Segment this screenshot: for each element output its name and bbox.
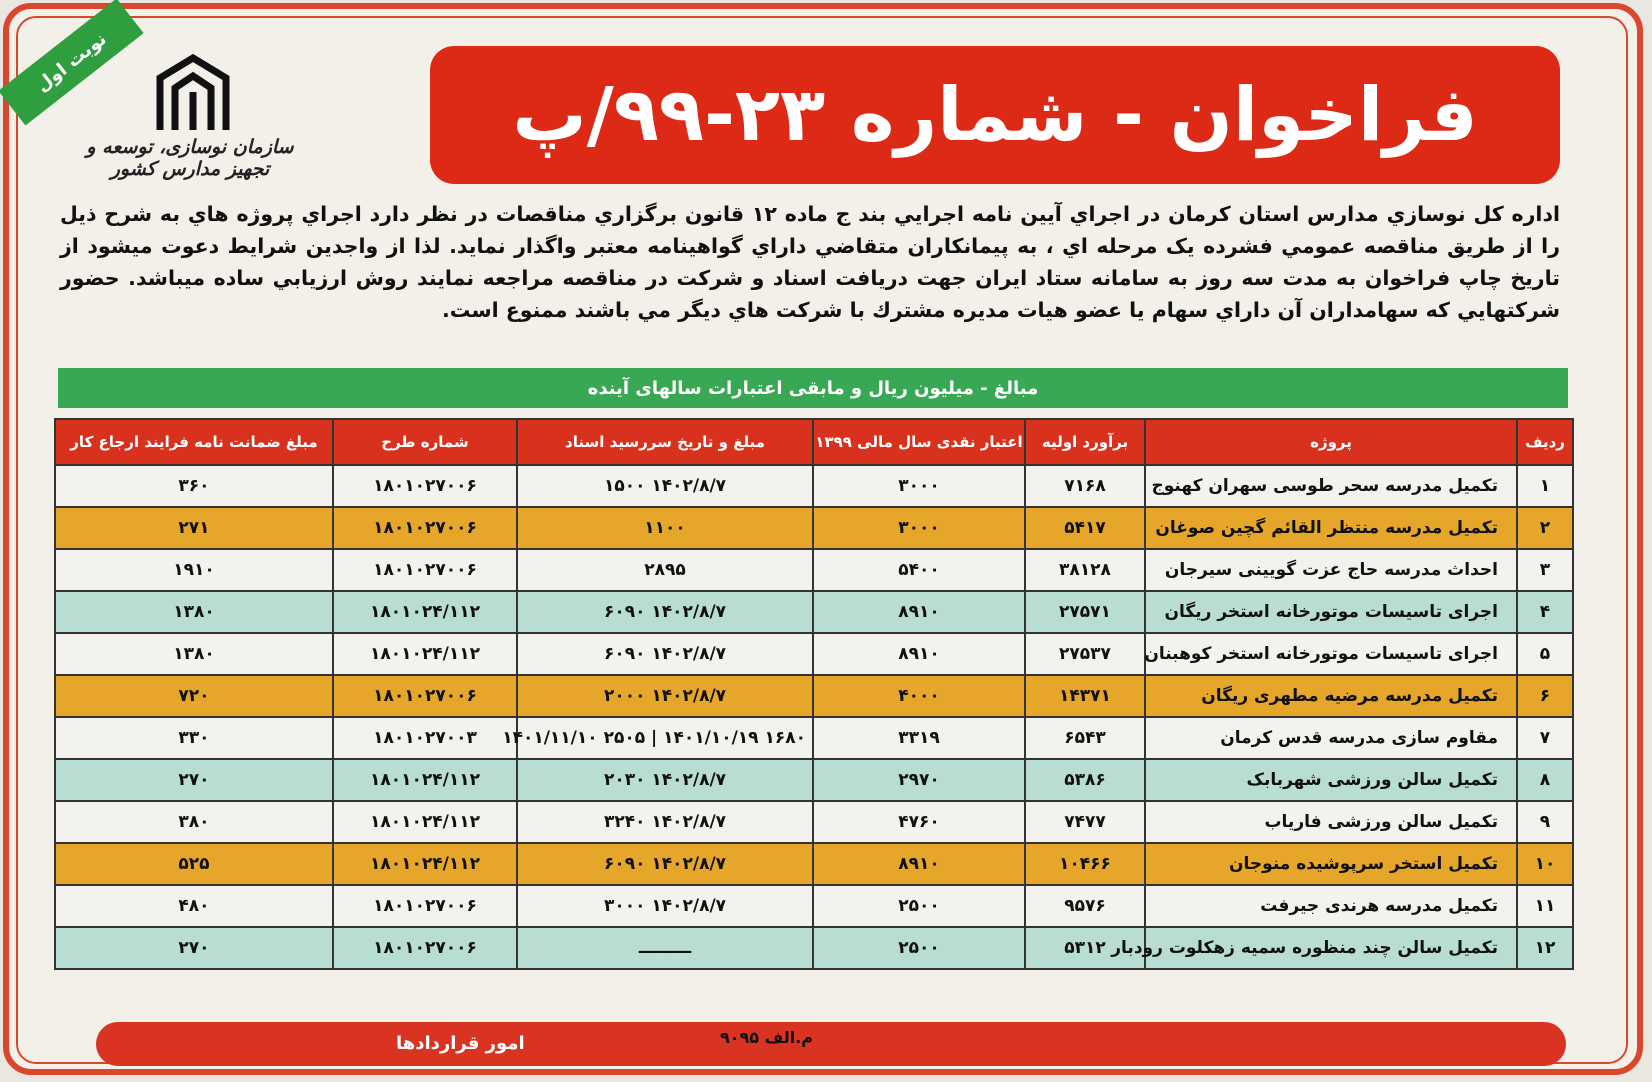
- cell-project-name: اجرای تاسیسات موتورخانه استخر کوهبنان: [1145, 633, 1517, 675]
- cell-guarantee-amount: ۷۲۰: [55, 675, 333, 717]
- cell-plan-number: ۱۸۰۱۰۲۷۰۰۶: [333, 927, 517, 969]
- cell-row-number: ۳: [1517, 549, 1573, 591]
- cell-row-number: ۵: [1517, 633, 1573, 675]
- cell-cash-credit: ۸۹۱۰: [813, 591, 1025, 633]
- cell-guarantee-amount: ۱۳۸۰: [55, 591, 333, 633]
- cell-cash-credit: ۴۷۶۰: [813, 801, 1025, 843]
- table-row: [55, 633, 1573, 675]
- page-title: فراخوان - شماره ۲۳-۹۹/پ: [430, 46, 1560, 184]
- cell-row-number: ۷: [1517, 717, 1573, 759]
- table-row: [55, 843, 1573, 885]
- cell-initial-estimate: ۵۳۱۲: [1025, 927, 1145, 969]
- round-badge: نوبت اول: [0, 0, 144, 126]
- cell-docs-amount-date: ۱۶۸۰ ۱۴۰۱/۱۰/۱۹ | ۲۵۰۵ ۱۴۰۱/۱۱/۱۰: [517, 717, 813, 759]
- cell-row-number: ۲: [1517, 507, 1573, 549]
- cell-cash-credit: ۲۹۷۰: [813, 759, 1025, 801]
- cell-project-name: اجرای تاسیسات موتورخانه استخر ریگان: [1145, 591, 1517, 633]
- cell-cash-credit: ۴۰۰۰: [813, 675, 1025, 717]
- cell-guarantee-amount: ۱۳۸۰: [55, 633, 333, 675]
- cell-plan-number: ۱۸۰۱۰۲۴/۱۱۲: [333, 591, 517, 633]
- cell-plan-number: ۱۸۰۱۰۲۷۰۰۶: [333, 675, 517, 717]
- table-row: [55, 507, 1573, 549]
- cell-row-number: ۱۲: [1517, 927, 1573, 969]
- cell-plan-number: ۱۸۰۱۰۲۴/۱۱۲: [333, 633, 517, 675]
- cell-docs-amount-date: ۱۴۰۲/۸/۷ ۲۰۳۰: [517, 759, 813, 801]
- cell-guarantee-amount: ۲۷۰: [55, 759, 333, 801]
- cell-guarantee-amount: ۱۹۱۰: [55, 549, 333, 591]
- table-row: [55, 591, 1573, 633]
- cell-project-name: تکمیل سالن ورزشی فاریاب: [1145, 801, 1517, 843]
- table-row: [55, 927, 1573, 969]
- cell-guarantee-amount: ۳۸۰: [55, 801, 333, 843]
- header-estimate: برآورد اولیه: [1025, 419, 1145, 465]
- cell-project-name: تکمیل مدرسه مرضیه مطهری ریگان: [1145, 675, 1517, 717]
- cell-initial-estimate: ۷۴۷۷: [1025, 801, 1145, 843]
- cell-plan-number: ۱۸۰۱۰۲۷۰۰۳: [333, 717, 517, 759]
- cell-project-name: تکمیل سالن ورزشی شهربابک: [1145, 759, 1517, 801]
- cell-cash-credit: ۸۹۱۰: [813, 633, 1025, 675]
- header-docs-amount-date: مبلغ و تاریخ سررسید اسناد: [517, 419, 813, 465]
- cell-docs-amount-date: ۱۴۰۲/۸/۷ ۶۰۹۰: [517, 633, 813, 675]
- footer-code: م.الف ۹۰۹۵: [720, 1028, 813, 1047]
- cell-docs-amount-date: ۱۴۰۲/۸/۷ ۲۰۰۰: [517, 675, 813, 717]
- cell-plan-number: ۱۸۰۱۰۲۷۰۰۶: [333, 465, 517, 507]
- cell-initial-estimate: ۱۴۳۷۱: [1025, 675, 1145, 717]
- cell-initial-estimate: ۷۱۶۸: [1025, 465, 1145, 507]
- cell-initial-estimate: ۲۷۵۷۱: [1025, 591, 1145, 633]
- table-row: [55, 465, 1573, 507]
- cell-initial-estimate: ۹۵۷۶: [1025, 885, 1145, 927]
- cell-guarantee-amount: ۴۸۰: [55, 885, 333, 927]
- cell-docs-amount-date: ۱۱۰۰: [517, 507, 813, 549]
- cell-row-number: ۸: [1517, 759, 1573, 801]
- table-row: [55, 717, 1573, 759]
- cell-project-name: تکمیل مدرسه منتظر القائم گچین صوغان: [1145, 507, 1517, 549]
- cell-cash-credit: ۳۳۱۹: [813, 717, 1025, 759]
- header-row-number: ردیف: [1517, 419, 1573, 465]
- cell-project-name: تکمیل استخر سرپوشیده منوجان: [1145, 843, 1517, 885]
- intro-text: اداره کل نوسازي مدارس استان كرمان در اجراي آيين نامه اجرايي بند ج ماده ۱۲ قانون برگزاري مناقصات در نظر دارد اجراي پروژه هاي به شرح ذيل را از طريق مناقصه عمومي فشرده يک مرحله اي ، به پيمانكاران متقاضي داراي گواهينامه معتبر واگذار نمايد. لذا از واجدين شرايط دعوت ميشود از تاريخ چاپ فراخوان به مدت سه روز به سامانه ستاد ايران جهت دريافت اسناد و شركت در مناقصه مراجعه نمايند روش ارزيابي ساده ميباشد. حضور شركتهايي كه سهامداران آن داراي سهام يا عضو هيات مديره مشترك با شركت هاي ديگر مي باشند ممنوع است.: [60, 202, 1560, 322]
- cell-project-name: تکمیل سالن چند منظوره سمیه زهکلوت رودبار: [1145, 927, 1517, 969]
- organization-name: سازمان نوسازی، توسعه و تجهیز مدارس کشور: [86, 136, 294, 180]
- table-row: [55, 549, 1573, 591]
- cell-plan-number: ۱۸۰۱۰۲۷۰۰۶: [333, 549, 517, 591]
- projects-table: [54, 418, 1574, 970]
- cell-row-number: ۹: [1517, 801, 1573, 843]
- cell-project-name: تکمیل مدرسه سحر طوسی سهران کهنوج: [1145, 465, 1517, 507]
- header-plan-number: شماره طرح: [333, 419, 517, 465]
- cell-project-name: مقاوم سازی مدرسه قدس کرمان: [1145, 717, 1517, 759]
- cell-cash-credit: ۸۹۱۰: [813, 843, 1025, 885]
- cell-docs-amount-date: ۱۴۰۲/۸/۷ ۳۰۰۰: [517, 885, 813, 927]
- cell-docs-amount-date: ۱۴۰۲/۸/۷ ۱۵۰۰: [517, 465, 813, 507]
- cell-docs-amount-date: ـــــــــ: [517, 927, 813, 969]
- cell-cash-credit: ۳۰۰۰: [813, 465, 1025, 507]
- cell-row-number: ۱۱: [1517, 885, 1573, 927]
- cell-guarantee-amount: ۳۶۰: [55, 465, 333, 507]
- cell-guarantee-amount: ۲۷۰: [55, 927, 333, 969]
- cell-cash-credit: ۲۵۰۰: [813, 927, 1025, 969]
- cell-docs-amount-date: ۱۴۰۲/۸/۷ ۶۰۹۰: [517, 843, 813, 885]
- cell-plan-number: ۱۸۰۱۰۲۴/۱۱۲: [333, 801, 517, 843]
- table-header-row: [55, 419, 1573, 465]
- cell-plan-number: ۱۸۰۱۰۲۷۰۰۶: [333, 507, 517, 549]
- table-row: [55, 801, 1573, 843]
- cell-guarantee-amount: ۵۲۵: [55, 843, 333, 885]
- cell-initial-estimate: ۵۴۱۷: [1025, 507, 1145, 549]
- cell-row-number: ۱: [1517, 465, 1573, 507]
- header-guarantee: مبلغ ضمانت نامه فرایند ارجاع کار: [55, 419, 333, 465]
- cell-guarantee-amount: ۲۷۱: [55, 507, 333, 549]
- cell-project-name: تکمیل مدرسه هرندی جیرفت: [1145, 885, 1517, 927]
- cell-initial-estimate: ۶۵۴۳: [1025, 717, 1145, 759]
- cell-row-number: ۴: [1517, 591, 1573, 633]
- footer-department: امور قراردادها: [396, 1033, 525, 1054]
- cell-plan-number: ۱۸۰۱۰۲۷۰۰۶: [333, 885, 517, 927]
- cell-docs-amount-date: ۱۴۰۲/۸/۷ ۳۲۴۰: [517, 801, 813, 843]
- cell-initial-estimate: ۱۰۴۶۶: [1025, 843, 1145, 885]
- cell-guarantee-amount: ۳۳۰: [55, 717, 333, 759]
- cell-plan-number: ۱۸۰۱۰۲۴/۱۱۲: [333, 759, 517, 801]
- cell-plan-number: ۱۸۰۱۰۲۴/۱۱۲: [333, 843, 517, 885]
- cell-row-number: ۱۰: [1517, 843, 1573, 885]
- cell-initial-estimate: ۲۷۵۳۷: [1025, 633, 1145, 675]
- footer-bar: [96, 1022, 1566, 1066]
- table-row: [55, 759, 1573, 801]
- cell-docs-amount-date: ۲۸۹۵: [517, 549, 813, 591]
- header-project: پروژه: [1145, 419, 1517, 465]
- header-cash-credit: اعتبار نقدی سال مالی ۱۳۹۹: [813, 419, 1025, 465]
- amounts-note-bar: مبالغ - میلیون ریال و مابقی اعتبارات سالهای آینده: [58, 368, 1568, 408]
- cell-project-name: احداث مدرسه حاج عزت گویینی سیرجان: [1145, 549, 1517, 591]
- cell-row-number: ۶: [1517, 675, 1573, 717]
- table-row: [55, 675, 1573, 717]
- table-row: [55, 885, 1573, 927]
- cell-cash-credit: ۳۰۰۰: [813, 507, 1025, 549]
- cell-cash-credit: ۵۴۰۰: [813, 549, 1025, 591]
- cell-cash-credit: ۲۵۰۰: [813, 885, 1025, 927]
- cell-initial-estimate: ۳۸۱۲۸: [1025, 549, 1145, 591]
- cell-docs-amount-date: ۱۴۰۲/۸/۷ ۶۰۹۰: [517, 591, 813, 633]
- cell-initial-estimate: ۵۳۸۶: [1025, 759, 1145, 801]
- organization-logo-icon: [150, 52, 236, 134]
